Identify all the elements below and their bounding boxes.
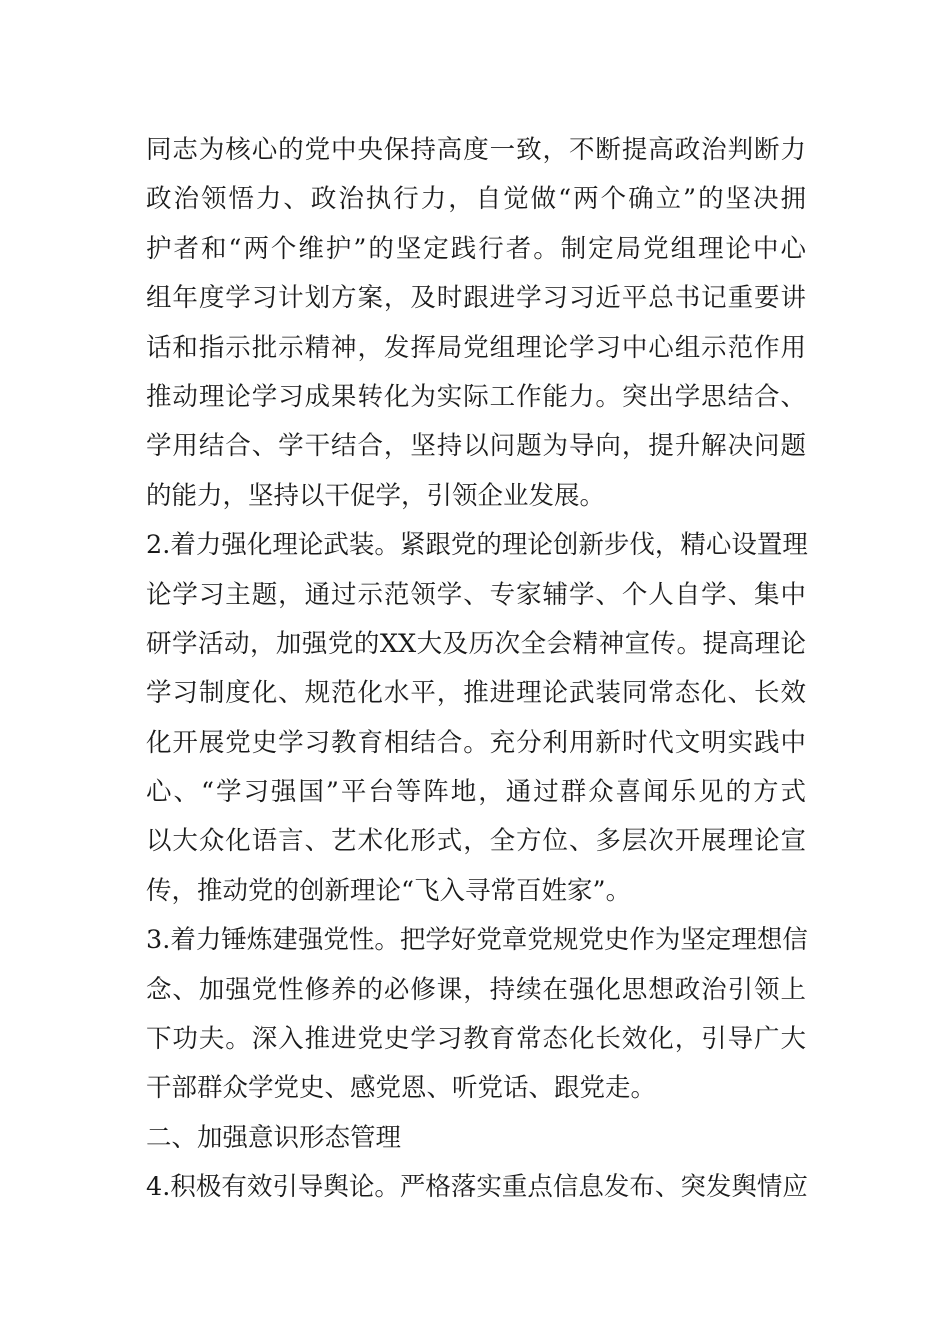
text-line: 话和指示批示精神，发挥局党组理论学习中心组示范作用	[146, 332, 806, 363]
text-line: 3.着力锤炼建强党性。把学好党章党规党史作为坚定理想信	[146, 925, 808, 956]
text-line: 推动理论学习成果转化为实际工作能力。突出学思结合、	[146, 381, 806, 412]
text-line: 2.着力强化理论武装。紧跟党的理论创新步伐，精心设置理	[146, 530, 808, 561]
text-line: 学用结合、学干结合，坚持以问题为导向，提升解决问题	[146, 431, 806, 462]
text-line: 同志为核心的党中央保持高度一致，不断提高政治判断力	[146, 135, 806, 165]
text-line: 心、“学习强国”平台等阵地，通过群众喜闻乐见的方式	[146, 777, 806, 808]
text-line: 念、加强党性修养的必修课，持续在强化思想政治引领上	[146, 974, 806, 1005]
text-line: 学习制度化、规范化水平，推进理论武装同常态化、长效	[146, 678, 806, 709]
text-line: 以大众化语言、艺术化形式，全方位、多层次开展理论宣	[146, 826, 806, 857]
text-line: 化开展党史学习教育相结合。充分利用新时代文明实践中	[146, 727, 806, 758]
text-line: 研学活动，加强党的XX大及历次全会精神宣传。提高理论	[146, 628, 806, 659]
text-line: 4.积极有效引导舆论。严格落实重点信息发布、突发舆情应	[146, 1172, 808, 1203]
text-line: 传，推动党的创新理论“飞入寻常百姓家”。	[146, 875, 632, 906]
text-line: 护者和“两个维护”的坚定践行者。制定局党组理论中心	[146, 233, 806, 264]
document-body	[146, 126, 806, 1213]
text-line: 政治领悟力、政治执行力，自觉做“两个确立”的坚决拥	[146, 184, 806, 215]
text-line: 下功夫。深入推进党史学习教育常态化长效化，引导广大	[146, 1024, 806, 1055]
text-line: 干部群众学党史、感党恩、听党话、跟党走。	[146, 1073, 657, 1104]
section-heading: 二、加强意识形态管理	[146, 1122, 402, 1153]
text-line: 组年度学习计划方案，及时跟进学习习近平总书记重要讲	[146, 283, 806, 314]
text-line: 论学习主题，通过示范领学、专家辅学、个人自学、集中	[146, 579, 806, 610]
text-line: 的能力，坚持以干促学，引领企业发展。	[146, 480, 606, 511]
